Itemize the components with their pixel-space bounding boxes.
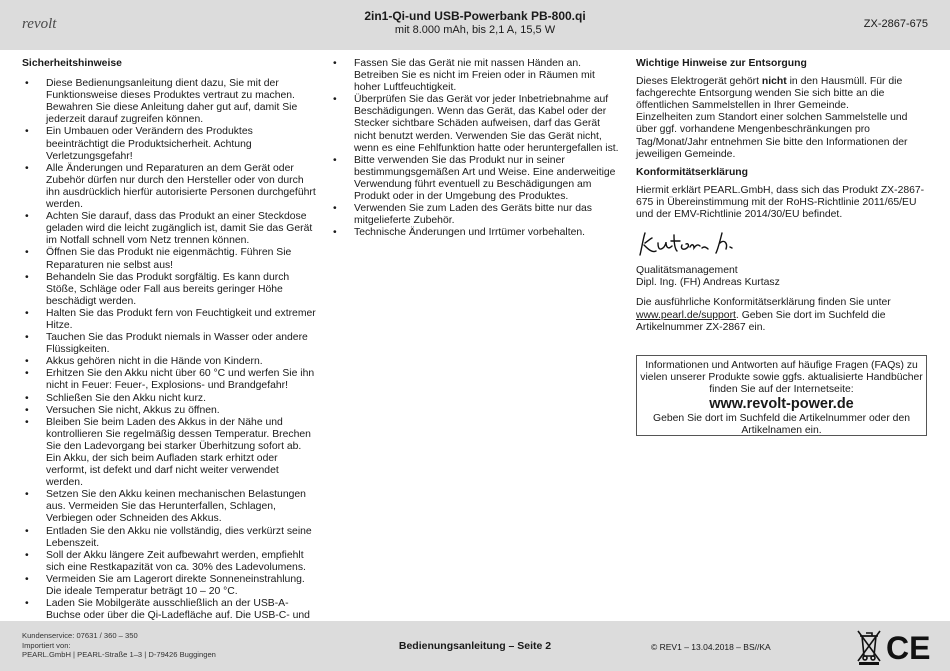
safety-column-middle	[330, 58, 622, 239]
safety-list-item: • Tauchen Sie das Produkt niemals in Wasser oder andere Flüssigkeiten.	[22, 332, 317, 356]
safety-list-item: • Entladen Sie den Akku nie vollständig, dies verkürzt seine Lebenszeit.	[22, 526, 317, 550]
safety-list-item: • Akkus gehören nicht in die Hände von Kindern.	[22, 356, 317, 368]
safety-column-left	[22, 58, 317, 634]
safety-list	[22, 78, 317, 634]
safety-list-item: • Versuchen Sie nicht, Akkus zu öffnen.	[22, 405, 317, 417]
page-footer	[0, 621, 950, 671]
conformity-text: Hiermit erklärt PEARL.GmbH, dass sich das Produkt ZX-2867-675 in Übereinstimmung mit der RoHS-Richtlinie 2011/65/EU und der EMV-Richtlinie 2014/30/EU befindet.	[636, 184, 925, 221]
signature-image	[636, 229, 776, 259]
safety-list-item: • Öffnen Sie das Produkt nie eigenmächtig. Führen Sie Reparaturen nie selbst aus!	[22, 247, 317, 271]
page-number: Bedienungsanleitung – Seite 2	[398, 640, 552, 652]
safety-list-item: • Vermeiden Sie am Lagerort direkte Sonneneinstrahlung. Die ideale Temperatur beträgt 10 – 20 °C.	[22, 574, 317, 598]
safety-list-item: • Bitte verwenden Sie das Produkt nur in seiner bestimmungsgemäßen Art und Weise. Eine anderweitige Verwendung führt eventuell zu Beschädigungen am Produkt oder in der Umgebung des Produktes.	[330, 155, 622, 203]
info-column-right	[636, 58, 928, 334]
importer-address: PEARL.GmbH | PEARL-Straße 1–3 | D-79426 Buggingen	[22, 650, 216, 659]
safety-list-item: • Alle Änderungen und Reparaturen an dem Gerät oder Zubehör dürfen nur durch den Hersteller oder von durch ihn ausdrücklich hierfür autorisierte Personen durchgeführt werden.	[22, 163, 317, 211]
weee-bin-icon	[856, 628, 882, 666]
faq-info-box	[636, 355, 927, 436]
ce-mark-icon	[886, 631, 932, 663]
safety-list-item: • Laden Sie Mobilgeräte ausschließlich an der USB-A-Buchse oder über die Qi-Ladefläche auf. Die USB-C- und	[22, 598, 317, 634]
importer-label: Importiert von:	[22, 640, 71, 650]
safety-list-item: • Behandeln Sie das Produkt sorgfältig. Es kann durch Stöße, Schläge oder Fall aus bereits geringer Höhe beschädigt werden.	[22, 272, 317, 308]
safety-list-item: • Fassen Sie das Gerät nie mit nassen Händen an. Betreiben Sie es nicht im Freien oder in Räumen mit hoher Luftfeuchtigkeit.	[330, 58, 622, 94]
svg-text:revolt: revolt	[22, 16, 57, 32]
disposal-text-part: in den Hausmüll. Für die fachgerechte Entsorgung wenden Sie sich bitte an die öffentlichen Sammelstellen in Ihrer Gemeinde.	[636, 76, 903, 112]
safety-list-item: • Soll der Akku längere Zeit aufbewahrt werden, empfiehlt sich eine Restkapazität von ca. 30% des Ladevolumens.	[22, 550, 317, 574]
safety-list-item: • Setzen Sie den Akku keinen mechanischen Belastungen aus. Vermeiden Sie das Herunterfallen, Schlagen, Verbiegen oder Schneiden des Akkus.	[22, 489, 317, 525]
disposal-details: Einzelheiten zum Standort einer solchen Sammelstelle und über ggf. vorhandene Mengenbeschränkungen pro Tag/Monat/Jahr entnehmen Sie bitte den Informationen der jeweiligen Gemeinde.	[636, 112, 908, 160]
safety-list-item: • Erhitzen Sie den Akku nicht über 60 °C und werfen Sie ihn nicht in Feuer: Feuer-, Explosions- und Brandgefahr!	[22, 368, 317, 392]
safety-heading: Sicherheitshinweise	[22, 58, 122, 69]
conformity-more-text: Die ausführliche Konformitätserklärung finden Sie unter	[636, 297, 891, 309]
safety-list-item: • Verwenden Sie zum Laden des Geräts bitte nur das mitgelieferte Zubehör.	[330, 203, 622, 227]
faq-info-text: Informationen und Antworten auf häufige Fragen (FAQs) zu vielen unserer Produkte sowie ggfs. aktualisierte Handbücher finden Sie auf der Internetseite:	[640, 360, 923, 396]
product-subtitle: mit 8.000 mAh, bis 2,1 A, 15,5 W	[394, 24, 556, 36]
conformity-more-text: . Geben Sie dort im Suchfeld die Artikelnummer ZX-2867 ein.	[636, 309, 886, 333]
website-link[interactable]: www.revolt-power.de	[709, 396, 854, 413]
product-title: 2in1-Qi-und USB-Powerbank PB-800.qi	[364, 9, 586, 23]
safety-list-item: • Halten Sie das Produkt fern von Feuchtigkeit und extremer Hitze.	[22, 308, 317, 332]
support-link[interactable]: www.pearl.de/support	[636, 309, 736, 321]
conformity-more	[636, 297, 928, 333]
page-header	[0, 0, 950, 50]
safety-list-item: • Diese Bedienungsanleitung dient dazu, Sie mit der Funktionsweise dieses Produktes vertraut zu machen. Bewahren Sie diese Anleitung daher gut auf, damit Sie jederzeit darauf zugreifen können.	[22, 78, 317, 126]
safety-list-item: • Schließen Sie den Akku nicht kurz.	[22, 393, 317, 405]
safety-list-item: • Überprüfen Sie das Gerät vor jeder Inbetriebnahme auf Beschädigungen. Wenn das Gerät, das Kabel oder der Stecker sichtbare Schäden aufweisen, darf das Gerät nicht benutzt werden. Verwenden Sie das Gerät nicht, wenn es eine Fehlfunktion hatte oder heruntergefallen ist.	[330, 94, 622, 154]
customer-service: Kundenservice: 07631 / 360 – 350	[22, 631, 138, 640]
disposal-text-part: Dieses Elektrogerät gehört	[636, 76, 762, 88]
svg-text:CE: CE	[886, 631, 931, 663]
revision-info: © REV1 – 13.04.2018 – BS//KA	[651, 642, 771, 652]
disposal-heading: Wichtige Hinweise zur Entsorgung	[636, 58, 807, 69]
safety-list-item: • Technische Änderungen und Irrtümer vorbehalten.	[330, 227, 622, 239]
safety-list-continued	[330, 58, 622, 239]
safety-list-item: • Bleiben Sie beim Laden des Akkus in der Nähe und kontrollieren Sie regelmäßig dessen Temperatur. Brechen Sie den Ladevorgang bei starker Überhitzung sofort ab. Ein Akku, der sich beim Aufladen stark erhitzt oder verformt, ist defekt und darf nicht weiter verwendet werden.	[22, 417, 317, 490]
disposal-text-bold: nicht	[761, 76, 787, 88]
safety-list-item: • Achten Sie darauf, dass das Produkt an einer Steckdose geladen wird die leicht zugänglich ist, damit Sie das Gerät im Notfall schnell vom Netz trennen können.	[22, 211, 317, 247]
signer-name: Dipl. Ing. (FH) Andreas Kurtasz	[636, 277, 780, 289]
disposal-text	[636, 76, 928, 112]
conformity-heading: Konformitätserklärung	[636, 166, 749, 178]
safety-list-item: • Ein Umbauen oder Verändern des Produktes beeinträchtigt die Produktsicherheit. Achtung Verletzungsgefahr!	[22, 126, 317, 162]
article-number: ZX-2867-675	[863, 18, 928, 30]
signer-role: Qualitätsmanagement	[636, 265, 738, 277]
faq-info-hint: Geben Sie dort im Suchfeld die Artikelnummer oder den Artikelnamen ein.	[652, 413, 910, 437]
